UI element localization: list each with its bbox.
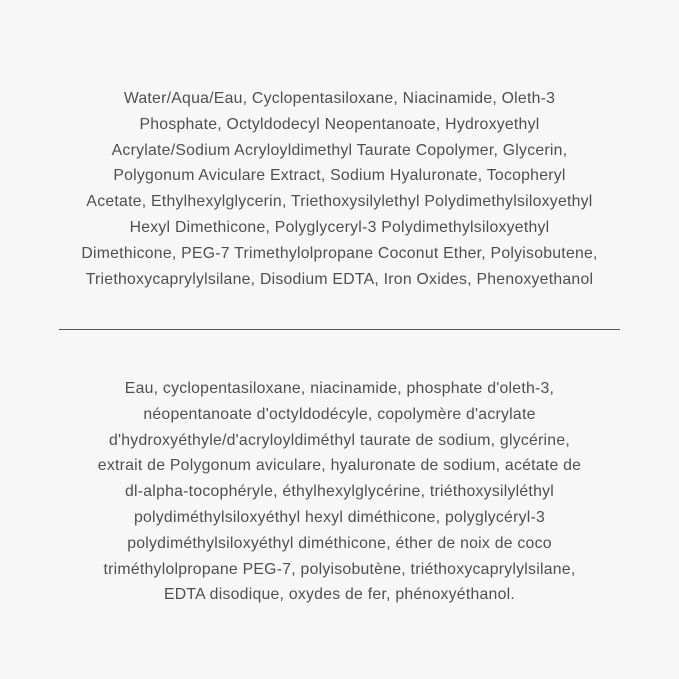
ingredient-line-fr: d'hydroxyéthyle/d'acryloyldiméthyl taurate de sodium, glycérine, <box>108 431 571 449</box>
ingredient-line-en: Acrylate/Sodium Acryloyldimethyl Taurate Copolymer, Glycerin, <box>111 141 568 159</box>
ingredient-line-fr: Eau, cyclopentasiloxane, niacinamide, phosphate d'oleth-3, <box>124 380 555 397</box>
ingredient-line-fr: polydiméthylsiloxyéthyl diméthicone, éther de noix de coco <box>127 534 552 552</box>
ingredient-line-en: Dimethicone, PEG-7 Trimethylolpropane Coconut Ether, Polyisobutene, <box>81 244 598 262</box>
ingredient-line-fr: dl-alpha-tocophéryle, éthylhexylglycérine, triéthoxysilyléthyl <box>124 483 555 501</box>
ingredients-list-french <box>0 376 679 608</box>
ingredient-line-fr: extrait de Polygonum aviculare, hyaluronate de sodium, acétate de <box>97 457 582 475</box>
ingredient-line-en: Water/Aqua/Eau, Cyclopentasiloxane, Niacinamide, Oleth-3 <box>123 90 556 107</box>
ingredient-line-en: Polygonum Aviculare Extract, Sodium Hyaluronate, Tocopheryl <box>113 167 566 185</box>
ingredient-line-en: Acetate, Ethylhexylglycerin, Triethoxysilylethyl Polydimethylsiloxyethyl <box>86 193 593 211</box>
ingredient-line-fr: EDTA disodique, oxydes de fer, phénoxyéthanol. <box>163 586 516 604</box>
ingredient-line-fr: néopentanoate d'octyldodécyle, copolymère d'acrylate <box>143 405 536 423</box>
ingredient-line-en: Triethoxycaprylylsilane, Disodium EDTA, Iron Oxides, Phenoxyethanol <box>85 270 594 288</box>
ingredient-line-en: Phosphate, Octyldodecyl Neopentanoate, Hydroxyethyl <box>139 115 540 133</box>
divider-line <box>59 329 620 330</box>
ingredient-line-fr: polydiméthylsiloxyéthyl hexyl diméthicone, polyglycéryl-3 <box>133 508 546 526</box>
ingredient-line-en: Hexyl Dimethicone, Polyglyceryl-3 Polydimethylsiloxyethyl <box>129 218 550 236</box>
ingredient-line-fr: triméthylolpropane PEG-7, polyisobutène, triéthoxycaprylylsilane, <box>103 560 576 578</box>
ingredients-list-english <box>0 86 679 292</box>
